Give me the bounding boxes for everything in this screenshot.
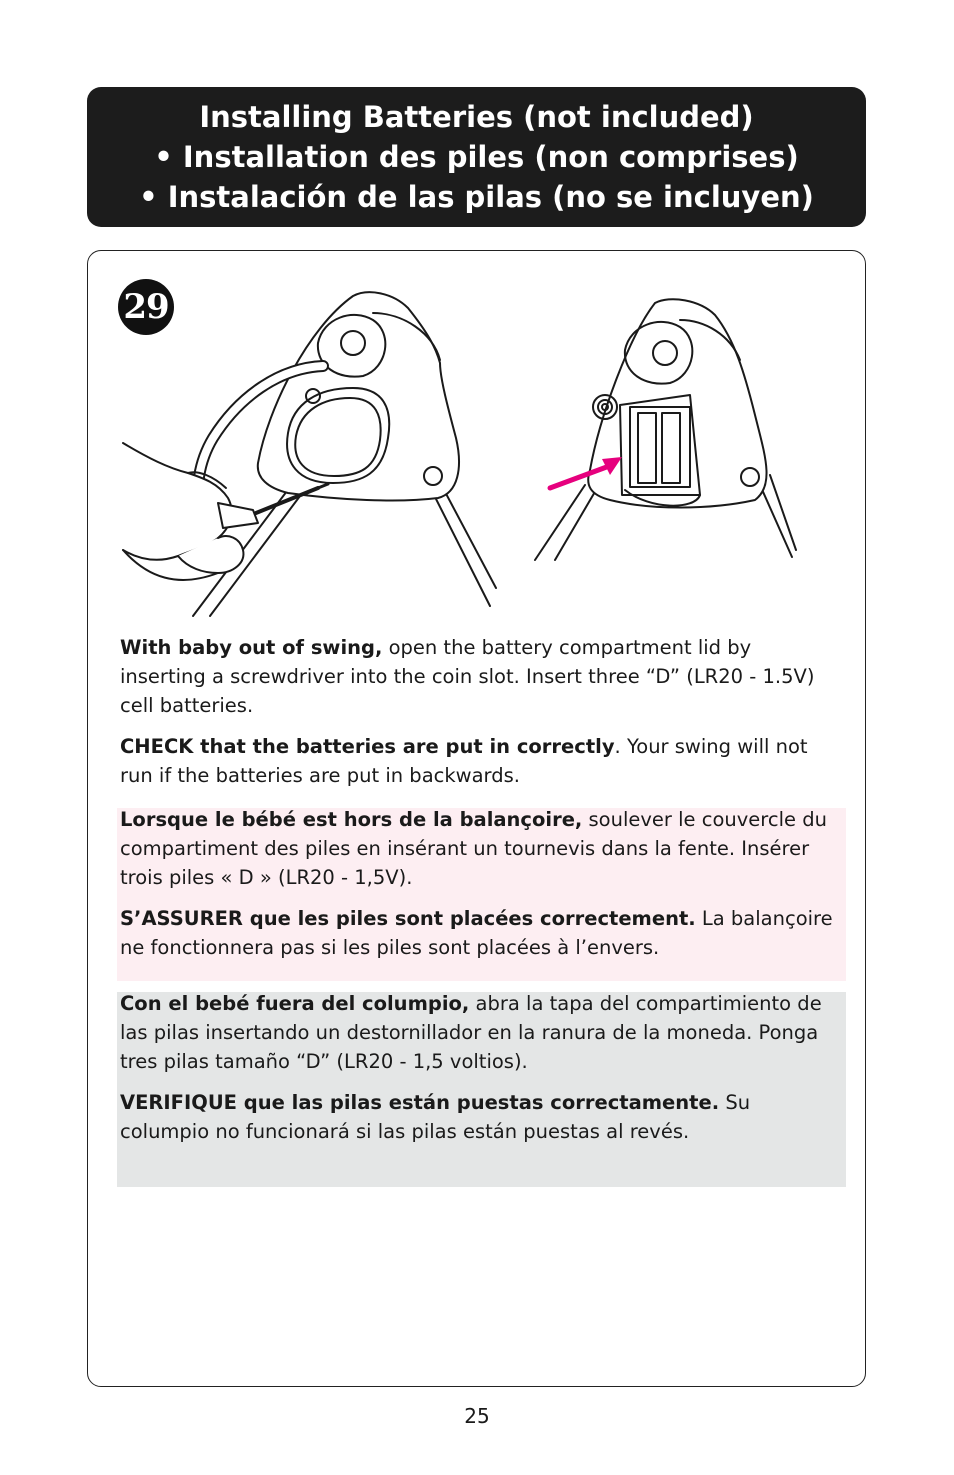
french-instruction-text: soulever le couvercle du compartiment des piles en insérant un tournevis dans la fente. Insérer trois piles « D » (LR20 - 1,5V). — [120, 808, 827, 889]
french-check-text: La balançoire ne fonctionnera pas si les piles sont placées à l’envers. — [120, 907, 833, 959]
spanish-warning-lead: Con el bebé fuera del columpio, — [120, 992, 470, 1015]
screwdriver-illustration — [118, 288, 498, 618]
english-paragraph-2 — [120, 732, 840, 790]
battery-compartment-illustration — [530, 295, 800, 565]
french-paragraph-1 — [120, 805, 840, 892]
french-instructions — [120, 805, 840, 962]
english-check-lead: CHECK that the batteries are put in correctly — [120, 735, 615, 758]
header-title-french: • Installation des piles (non comprises) — [154, 140, 799, 174]
spanish-paragraph-2 — [120, 1088, 840, 1146]
english-instructions — [120, 633, 840, 790]
header-title-english: Installing Batteries (not included) — [199, 100, 754, 134]
spanish-check-lead: VERIFIQUE que las pilas están puestas correctamente. — [120, 1091, 720, 1114]
spanish-instructions — [120, 989, 840, 1146]
english-instruction-text: open the battery compartment lid by inserting a screwdriver into the coin slot. Insert three “D” (LR20 - 1.5V) cell batteries. — [120, 636, 815, 717]
english-paragraph-1 — [120, 633, 840, 720]
french-check-lead: S’ASSURER que les piles sont placées correctement. — [120, 907, 696, 930]
page-number: 25 — [464, 1404, 490, 1428]
english-warning-lead: With baby out of swing, — [120, 636, 383, 659]
english-check-text: . Your swing will not run if the batteries are put in backwards. — [120, 735, 808, 787]
step-number-badge: 29 — [118, 279, 174, 335]
spanish-check-text: Su columpio no funcionará si las pilas están puestas al revés. — [120, 1091, 751, 1143]
french-warning-lead: Lorsque le bébé est hors de la balançoire, — [120, 808, 583, 831]
section-header — [87, 87, 866, 227]
header-title-spanish: • Instalación de las pilas (no se incluyen) — [139, 180, 814, 214]
spanish-paragraph-1 — [120, 989, 840, 1076]
spanish-instruction-text: abra la tapa del compartimiento de las pilas insertando un destornillador en la ranura de la moneda. Ponga tres pilas tamaño “D” (LR20 - 1,5 voltios). — [120, 992, 822, 1073]
french-paragraph-2 — [120, 904, 840, 962]
